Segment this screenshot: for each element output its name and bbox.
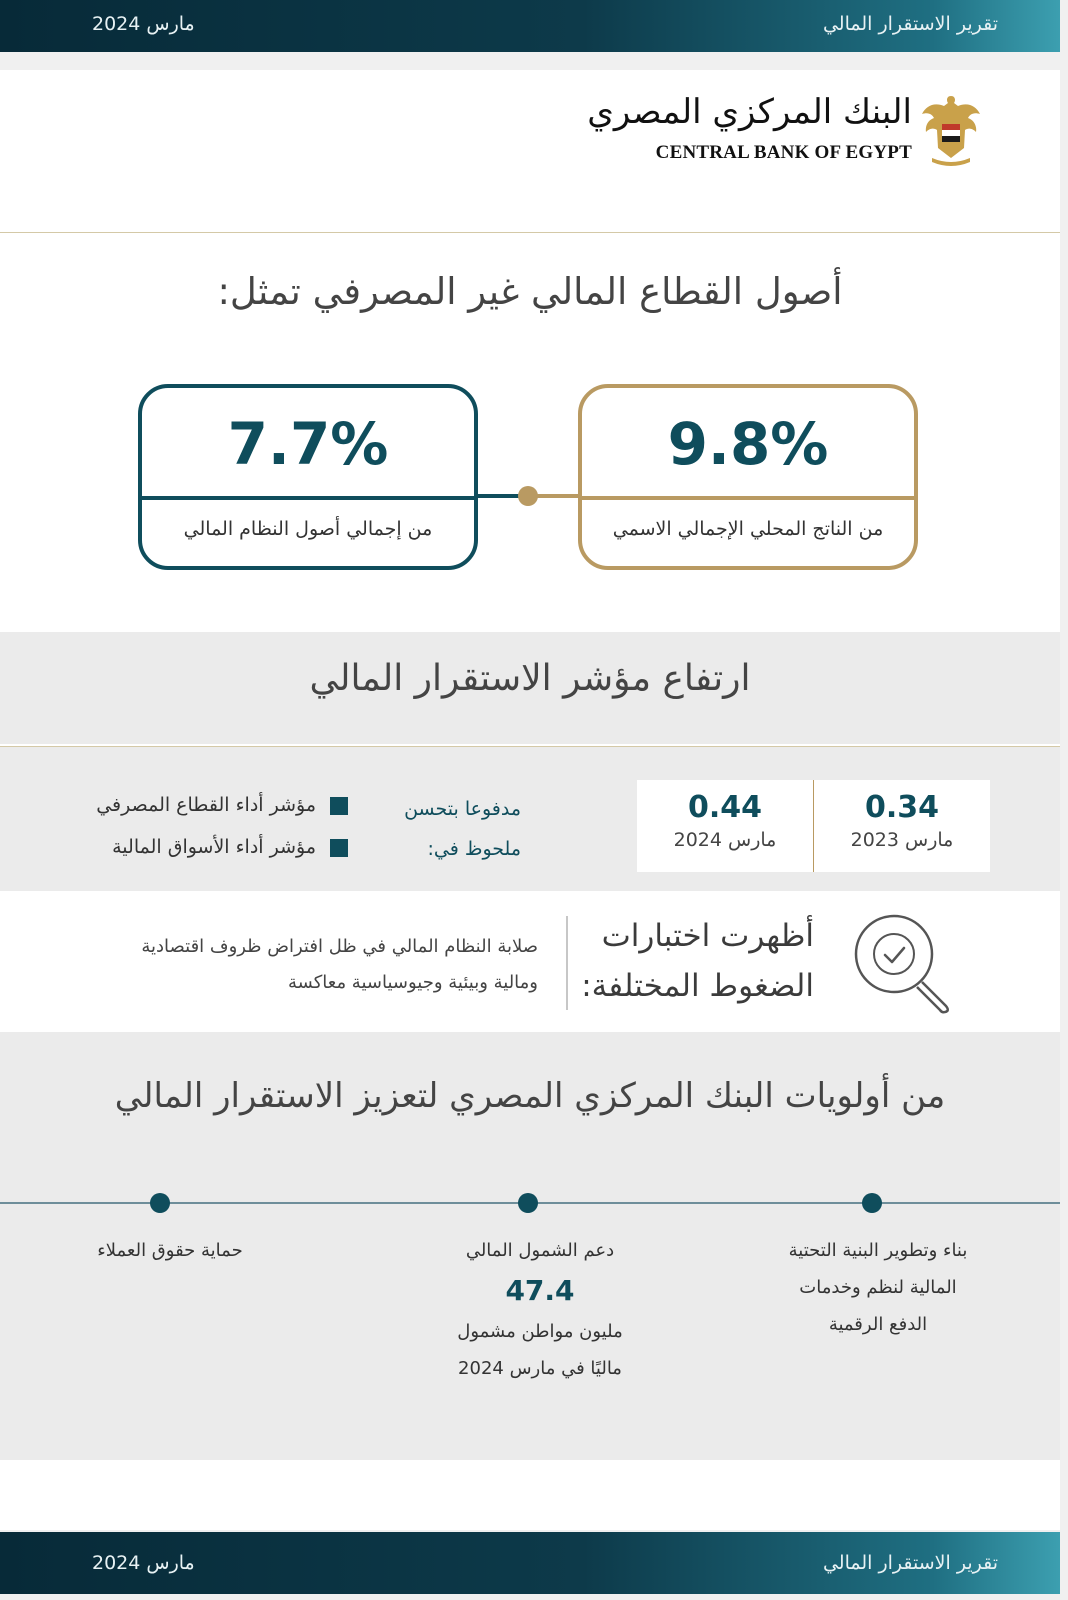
fsi-stat-2024 <box>637 780 813 872</box>
footer-report-title: تقرير الاستقرار المالي <box>822 1552 998 1574</box>
driver-text-line1: مدفوعا بتحسن <box>404 798 521 820</box>
assets-title: أصول القطاع المالي غير المصرفي تمثل: <box>217 270 843 313</box>
driver-text-line2: ملحوظ في: <box>427 838 521 860</box>
stress-text-line2: ومالية وبيئية وجيوسياسية معاكسة <box>288 972 538 993</box>
logo-arabic-name: البنك المركزي المصري <box>587 92 912 132</box>
header-divider <box>0 232 1060 233</box>
magnifier-check-icon <box>852 912 956 1016</box>
fsi-value-2024: 0.44 <box>687 790 763 825</box>
inclusion-value: 47.4 <box>505 1274 575 1307</box>
priority-label: دعم الشمول المالي <box>465 1240 615 1261</box>
priority-payment-infrastructure <box>748 1232 1008 1343</box>
gdp-share-value: 9.8% <box>667 410 829 478</box>
system-share-card <box>138 384 478 570</box>
priority-line: الدفع الرقمية <box>828 1314 928 1335</box>
priority-line: بناء وتطوير البنية التحتية <box>788 1240 968 1261</box>
report-date: مارس 2024 <box>92 13 195 35</box>
fsi-stat-2023 <box>814 780 990 872</box>
priority-customer-protection <box>40 1232 300 1269</box>
top-header-bar <box>0 0 1060 52</box>
card-divider <box>578 496 918 500</box>
priority-line: ماليًا في مارس 2024 <box>458 1358 622 1379</box>
system-share-caption: من إجمالي أصول النظام المالي <box>183 518 433 540</box>
timeline-dot <box>518 1193 538 1213</box>
bottom-footer-bar <box>0 1532 1060 1594</box>
timeline-dot <box>862 1193 882 1213</box>
gdp-share-card <box>578 384 918 570</box>
legend-label: مؤشر أداء الأسواق المالية <box>112 836 316 858</box>
legend-square-icon <box>330 797 348 815</box>
stress-heading-line1: أظهرت اختبارات <box>601 918 814 954</box>
stress-divider <box>566 916 568 1010</box>
eagle-emblem-icon <box>920 92 982 168</box>
connector-dot <box>518 486 538 506</box>
report-title: تقرير الاستقرار المالي <box>822 13 998 35</box>
priority-financial-inclusion <box>410 1232 670 1387</box>
card-divider <box>138 496 478 500</box>
legend-label: مؤشر أداء القطاع المصرفي <box>96 794 316 816</box>
fsi-date-2024: مارس 2024 <box>673 829 777 851</box>
priority-line: المالية لنظم وخدمات <box>799 1277 957 1298</box>
cbe-logo <box>587 92 990 182</box>
legend-square-icon <box>330 839 348 857</box>
system-share-value: 7.7% <box>227 410 389 478</box>
timeline-dot <box>150 1193 170 1213</box>
priorities-title: من أولويات البنك المركزي المصري لتعزيز الاستقرار المالي <box>114 1076 946 1116</box>
gdp-share-caption: من الناتج المحلي الإجمالي الاسمي <box>612 518 884 540</box>
stress-text-line1: صلابة النظام المالي في ظل افتراض ظروف اقتصادية <box>141 936 538 957</box>
footer-report-date: مارس 2024 <box>92 1552 195 1574</box>
legend-item <box>96 794 348 816</box>
fsi-value-2023: 0.34 <box>864 790 940 825</box>
legend-item <box>112 836 348 858</box>
fsi-title: ارتفاع مؤشر الاستقرار المالي <box>309 658 751 699</box>
logo-english-name: CENTRAL BANK OF EGYPT <box>655 142 912 163</box>
priority-line: مليون مواطن مشمول <box>457 1321 623 1342</box>
fsi-date-2023: مارس 2023 <box>850 829 954 851</box>
stress-heading-line2: الضغوط المختلفة: <box>581 968 814 1004</box>
stat-divider <box>813 780 814 872</box>
priority-label: حماية حقوق العملاء <box>97 1240 243 1261</box>
